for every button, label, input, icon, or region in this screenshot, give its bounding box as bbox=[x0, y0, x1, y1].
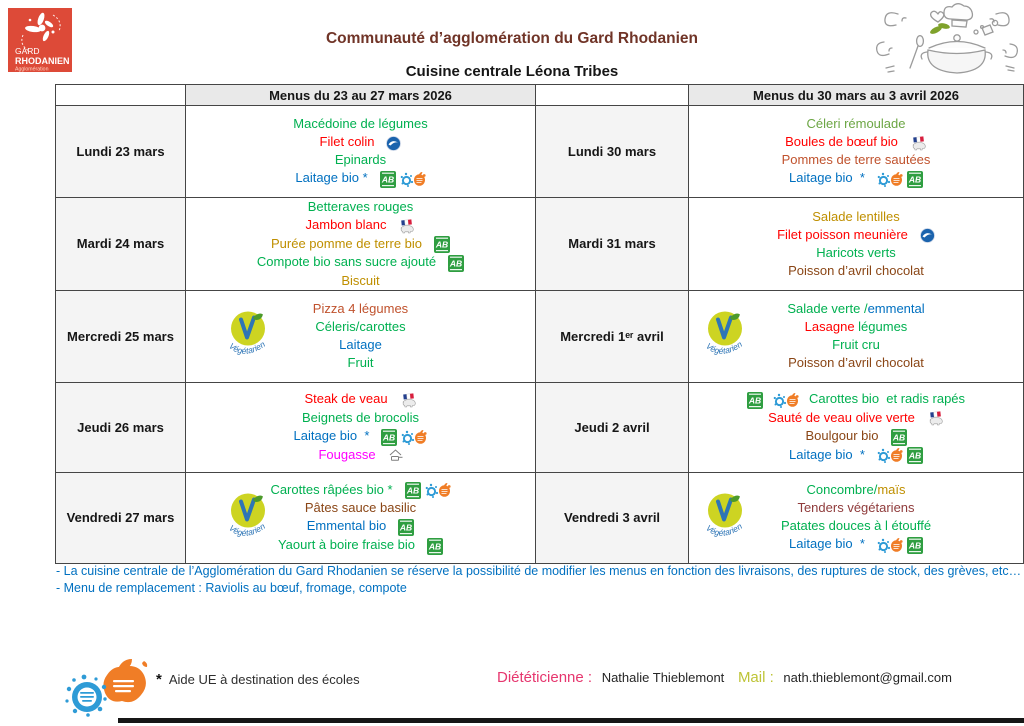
menu-cell bbox=[689, 382, 1024, 472]
svg-text:AB: AB bbox=[381, 174, 394, 185]
milk-fruit-school-logo bbox=[877, 536, 903, 554]
day-header-week2 bbox=[536, 85, 689, 106]
dietitian-line bbox=[497, 669, 952, 686]
menu-item-text: Betteraves rouges bbox=[307, 199, 414, 214]
menu-item-text: Steak de veau bbox=[304, 391, 388, 407]
menu-item bbox=[186, 446, 535, 465]
milk-fruit-school-logo bbox=[400, 170, 426, 188]
menu-item bbox=[186, 272, 535, 290]
menu-item bbox=[186, 169, 535, 188]
menu-item-text: Pâtes sauce basilic bbox=[304, 500, 417, 516]
week2-header: Menus du 30 mars au 3 avril 2026 bbox=[689, 85, 1024, 106]
menu-cell bbox=[689, 472, 1024, 563]
menu-item-text: Haricots verts bbox=[816, 245, 896, 261]
menu-item-text: Pommes de terre sautées bbox=[781, 152, 931, 168]
mail-label: Mail : bbox=[737, 669, 774, 686]
svg-text:Végétarien: Végétarien bbox=[227, 339, 267, 357]
menu-cell bbox=[689, 106, 1024, 198]
ab-bio-logo bbox=[891, 428, 907, 446]
vegetarian-badge bbox=[222, 490, 274, 545]
menu-item bbox=[689, 244, 1023, 262]
svg-text:Végétarien: Végétarien bbox=[704, 520, 744, 538]
menu-item-text: maïs bbox=[877, 482, 906, 498]
ab-bio-logo bbox=[747, 391, 763, 409]
menu-item-text: Tenders végétariens bbox=[797, 500, 915, 516]
day-label: Mercredi 1ᵉʳ avril bbox=[536, 290, 689, 382]
menu-cell bbox=[186, 290, 536, 382]
ab-bio-logo bbox=[380, 170, 396, 188]
ab-bio-logo bbox=[907, 536, 923, 554]
logo-text-agglomeration: Agglomération bbox=[15, 66, 49, 72]
menu-item-text: Laitage bio * bbox=[293, 427, 370, 443]
menu-item-text: Fruit bbox=[347, 355, 374, 371]
menu-item bbox=[186, 151, 535, 169]
menu-item-text: Boules de bœuf bio bbox=[785, 133, 898, 149]
menu-item-text: Biscuit bbox=[341, 272, 380, 288]
eu-aid-note bbox=[156, 671, 360, 688]
vegetarian-badge bbox=[699, 490, 751, 545]
day-label: Jeudi 26 mars bbox=[56, 382, 186, 472]
menu-item-text: Céleris/carottes bbox=[315, 319, 406, 335]
ab-bio-logo bbox=[398, 518, 414, 536]
menu-item-text: Jambon blanc bbox=[305, 217, 387, 232]
menu-item-text: Poisson d’avril chocolat bbox=[788, 263, 924, 279]
milk-fruit-school-logo bbox=[877, 170, 903, 188]
menu-table-row bbox=[56, 382, 1024, 472]
menu-table-row bbox=[56, 290, 1024, 382]
svg-text:AB: AB bbox=[908, 450, 922, 461]
menu-item bbox=[689, 446, 1023, 465]
menu-item-text: Fougasse bbox=[318, 446, 376, 462]
menu-item-text: légumes bbox=[858, 319, 908, 335]
day-label: Mardi 24 mars bbox=[56, 198, 186, 291]
svg-text:AB: AB bbox=[908, 540, 922, 551]
french-meat-logo bbox=[910, 133, 927, 151]
menu-item-text: Salade lentilles bbox=[812, 208, 900, 224]
svg-text:Végétarien: Végétarien bbox=[704, 339, 744, 357]
fruit-school-logo bbox=[103, 659, 147, 702]
menu-item bbox=[689, 151, 1023, 169]
svg-text:AB: AB bbox=[908, 174, 922, 185]
menu-item-text: Laitage bio * bbox=[789, 446, 865, 462]
day-label: Lundi 30 mars bbox=[536, 106, 689, 198]
menu-item bbox=[689, 390, 1023, 409]
menu-item-text: emmental bbox=[867, 301, 925, 317]
page-title: Communauté d’agglomération du Gard Rhodanien bbox=[325, 30, 698, 47]
menu-item-text: Lasagne bbox=[804, 319, 859, 335]
note-line: - Menu de remplacement : Raviolis au bœuf, fromage, compote bbox=[56, 581, 407, 595]
menu-item-text: Filet colin bbox=[319, 133, 375, 149]
menu-item bbox=[689, 427, 1023, 446]
vegetarian-badge bbox=[222, 309, 274, 364]
french-meat-logo bbox=[398, 217, 415, 235]
menu-item-text: Emmental bio bbox=[306, 518, 387, 534]
day-label: Jeudi 2 avril bbox=[536, 382, 689, 472]
page-edge-bar bbox=[118, 718, 1024, 723]
menu-item bbox=[186, 115, 535, 133]
day-label: Lundi 23 mars bbox=[56, 106, 186, 198]
menu-item-text: Sauté de veau olive verte bbox=[768, 409, 915, 425]
eu-aid-text: Aide UE à destination des écoles bbox=[168, 672, 360, 687]
menu-item-text: Laitage bio * bbox=[789, 170, 865, 186]
milk-fruit-school-logo bbox=[773, 391, 799, 409]
menu-item bbox=[186, 427, 535, 446]
svg-text:AB: AB bbox=[400, 522, 413, 533]
logo-text-rhodanien: RHODANIEN bbox=[15, 56, 70, 66]
menu-cell bbox=[186, 198, 536, 291]
menu-item-text: Laitage bbox=[339, 337, 382, 353]
menu-item-text: Compote bio sans sucre ajouté bbox=[256, 254, 437, 270]
menu-cell bbox=[689, 198, 1024, 291]
ab-bio-logo bbox=[907, 170, 923, 188]
svg-text:AB: AB bbox=[428, 541, 442, 552]
day-label: Mardi 31 mars bbox=[536, 198, 689, 291]
mail-address: nath.thieblemont@gmail.com bbox=[783, 670, 952, 685]
menu-item bbox=[186, 198, 535, 216]
menu-item-text: Concombre/ bbox=[806, 482, 878, 498]
menu-item-text: Salade verte / bbox=[787, 301, 868, 317]
menu-item bbox=[689, 208, 1023, 226]
menu-cell bbox=[186, 106, 536, 198]
menu-item bbox=[689, 133, 1023, 152]
ab-bio-logo bbox=[434, 235, 450, 253]
ab-bio-logo bbox=[427, 537, 443, 555]
menu-item-text: Purée pomme de terre bio bbox=[270, 235, 423, 251]
ab-bio-logo bbox=[448, 254, 464, 272]
menu-item-text: Céleri rémoulade bbox=[806, 115, 906, 131]
logo-text-gard: GARD bbox=[15, 46, 40, 56]
milk-fruit-school-logo bbox=[425, 481, 451, 499]
day-header-week1 bbox=[56, 85, 186, 106]
table-header-row bbox=[56, 85, 1024, 106]
milk-school-logo bbox=[65, 675, 106, 717]
menu-table-row bbox=[56, 198, 1024, 291]
vegetarian-badge bbox=[699, 309, 751, 364]
menu-item-text: Filet poisson meunière bbox=[777, 226, 908, 242]
chef-pot-illustration bbox=[872, 2, 1022, 85]
week1-header: Menus du 23 au 27 mars 2026 bbox=[186, 85, 536, 106]
dietitian-name: Nathalie Thieblemont bbox=[601, 670, 725, 685]
menu-item bbox=[689, 262, 1023, 280]
menu-item bbox=[689, 409, 1023, 428]
asterisk: * bbox=[156, 671, 162, 688]
menu-cell bbox=[186, 472, 536, 563]
menu-table bbox=[55, 84, 1024, 564]
menu-item-text: Carottes râpées bio * bbox=[270, 481, 393, 497]
menu-item-text: Carottes bio et radis rapés bbox=[808, 391, 966, 407]
menu-item bbox=[689, 115, 1023, 133]
svg-text:AB: AB bbox=[406, 485, 419, 496]
note-line: - La cuisine centrale de l’Agglomération du Gard Rhodanien se réserve la possibilité de modifier les menus en fonction des livraisons, des ruptures de stock, des grèves, etc… bbox=[56, 564, 1022, 578]
page-subtitle: Cuisine centrale Léona Tribes bbox=[405, 63, 619, 80]
menu-item-text: Poisson d’avril chocolat bbox=[788, 355, 924, 371]
menu-item-text: Laitage bio * bbox=[295, 170, 368, 186]
milk-fruit-school-logo bbox=[877, 446, 903, 464]
menu-item-text: Fruit cru bbox=[832, 337, 880, 353]
menu-cell bbox=[186, 382, 536, 472]
menu-item bbox=[689, 226, 1023, 245]
svg-text:Végétarien: Végétarien bbox=[227, 520, 267, 538]
dietitian-label: Diététicienne : bbox=[497, 669, 593, 686]
french-meat-logo bbox=[400, 391, 417, 409]
menu-item-text: Laitage bio * bbox=[789, 536, 865, 552]
menu-item-text: Patates douces à l étouffé bbox=[780, 518, 932, 534]
menu-item-text: Beignets de brocolis bbox=[301, 409, 420, 425]
menu-item-text: Boulgour bio bbox=[805, 428, 879, 444]
milk-fruit-school-logos bbox=[60, 655, 152, 724]
menu-item-text: Pizza 4 légumes bbox=[312, 301, 409, 317]
svg-text:AB: AB bbox=[435, 239, 449, 250]
msc-fish-logo bbox=[386, 133, 401, 151]
day-label: Vendredi 27 mars bbox=[56, 472, 186, 563]
msc-fish-logo bbox=[920, 226, 935, 244]
ab-bio-logo bbox=[405, 481, 421, 499]
header bbox=[0, 0, 1024, 80]
french-meat-logo bbox=[927, 409, 944, 427]
svg-text:AB: AB bbox=[748, 395, 762, 406]
menu-item bbox=[186, 133, 535, 152]
milk-fruit-school-logo bbox=[401, 427, 427, 445]
menu-item bbox=[186, 235, 535, 254]
svg-text:AB: AB bbox=[892, 432, 905, 443]
menu-item bbox=[186, 253, 535, 272]
day-label: Mercredi 25 mars bbox=[56, 290, 186, 382]
menu-item bbox=[186, 390, 535, 409]
menu-item bbox=[689, 169, 1023, 188]
svg-text:AB: AB bbox=[449, 258, 463, 269]
menu-item bbox=[186, 216, 535, 235]
day-label: Vendredi 3 avril bbox=[536, 472, 689, 563]
menu-item-text: Macédoine de légumes bbox=[293, 115, 428, 131]
menu-item bbox=[186, 409, 535, 427]
menu-item-text: Yaourt à boire fraise bio bbox=[277, 537, 416, 553]
ab-bio-logo bbox=[381, 427, 397, 445]
menu-table-row bbox=[56, 106, 1024, 198]
footer-notes bbox=[56, 563, 1021, 597]
menu-table-row bbox=[56, 472, 1024, 563]
svg-text:AB: AB bbox=[383, 432, 396, 443]
ab-bio-logo bbox=[907, 446, 923, 464]
homemade-logo bbox=[388, 446, 403, 464]
menu-item-text: Epinards bbox=[334, 152, 387, 168]
menu-cell bbox=[689, 290, 1024, 382]
